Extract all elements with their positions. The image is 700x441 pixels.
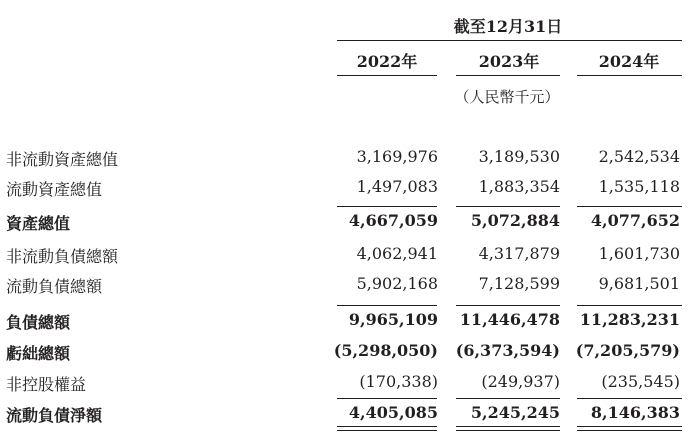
row-label: 非控股權益	[6, 375, 87, 394]
value-cell-2024: 11,283,231	[579, 310, 680, 329]
year-underline-2024	[577, 75, 682, 76]
value-cell-2023: 5,072,884	[470, 211, 560, 230]
year-header-2024: 2024年	[598, 52, 660, 71]
subtotal-line-net-2023	[456, 398, 560, 399]
value-cell-2022: 1,497,083	[356, 177, 438, 196]
subtotal-line-liab-2023	[456, 305, 560, 306]
double-underline-2023-b	[456, 430, 560, 431]
double-underline-2023-a	[456, 426, 560, 427]
row-label: 流動資產總值	[6, 180, 103, 199]
value-cell-2024: 9,681,501	[598, 274, 680, 293]
subtotal-line-assets-2023	[456, 206, 560, 207]
year-header-2022: 2022年	[356, 52, 418, 71]
table-row	[0, 310, 700, 332]
table-row	[0, 403, 700, 425]
table-row	[0, 274, 700, 296]
value-cell-2022: 3,169,976	[356, 147, 438, 166]
value-cell-2024: (235,545)	[601, 372, 680, 391]
value-cell-2024: 8,146,383	[590, 403, 680, 422]
year-underline-2022	[337, 75, 437, 76]
row-label: 流動負債淨額	[6, 406, 103, 425]
value-cell-2023: 5,245,245	[470, 403, 560, 422]
value-cell-2022: 4,062,941	[356, 244, 438, 263]
subtotal-line-net-2024	[577, 398, 682, 399]
subtotal-line-liab-2022	[337, 305, 437, 306]
value-cell-2022: 5,902,168	[356, 274, 438, 293]
table-row	[0, 211, 700, 233]
value-cell-2023: (6,373,594)	[455, 341, 560, 360]
value-cell-2023: 11,446,478	[459, 310, 560, 329]
value-cell-2024: 1,601,730	[598, 244, 680, 263]
row-label: 流動負債總額	[6, 277, 103, 296]
subtotal-line-liab-2024	[577, 305, 682, 306]
row-label: 資產總值	[6, 214, 71, 233]
row-label: 虧絀總額	[6, 344, 71, 363]
value-cell-2022: (170,338)	[359, 372, 438, 391]
value-cell-2023: 3,189,530	[478, 147, 560, 166]
table-row	[0, 372, 700, 394]
double-underline-2022-a	[337, 426, 437, 427]
subtotal-line-net-2022	[337, 398, 437, 399]
value-cell-2023: (249,937)	[481, 372, 560, 391]
subtotal-line-assets-2024	[577, 206, 682, 207]
value-cell-2024: 1,535,118	[598, 177, 680, 196]
unit-label: （人民幣千元）	[454, 88, 560, 106]
subtotal-line-assets-2022	[337, 206, 437, 207]
double-underline-2022-b	[337, 430, 437, 431]
double-underline-2024-a	[577, 426, 682, 427]
row-label: 非流動資產總值	[6, 150, 119, 169]
value-cell-2023: 4,317,879	[478, 244, 560, 263]
value-cell-2023: 7,128,599	[478, 274, 560, 293]
period-header: 截至12月31日	[453, 17, 563, 36]
value-cell-2024: 2,542,534	[598, 147, 680, 166]
value-cell-2023: 1,883,354	[478, 177, 560, 196]
value-cell-2022: 4,405,085	[348, 403, 438, 422]
year-header-2023: 2023年	[478, 52, 540, 71]
table-row	[0, 244, 700, 266]
period-underline	[337, 40, 682, 41]
value-cell-2022: (5,298,050)	[333, 341, 438, 360]
value-cell-2022: 4,667,059	[348, 211, 438, 230]
double-underline-2024-b	[577, 430, 682, 431]
table-row	[0, 341, 700, 363]
table-row	[0, 177, 700, 199]
row-label: 非流動負債總額	[6, 247, 119, 266]
value-cell-2024: (7,205,579)	[575, 341, 680, 360]
value-cell-2024: 4,077,652	[590, 211, 680, 230]
table-row	[0, 147, 700, 169]
year-underline-2023	[456, 75, 560, 76]
value-cell-2022: 9,965,109	[348, 310, 438, 329]
row-label: 負債總額	[6, 313, 71, 332]
